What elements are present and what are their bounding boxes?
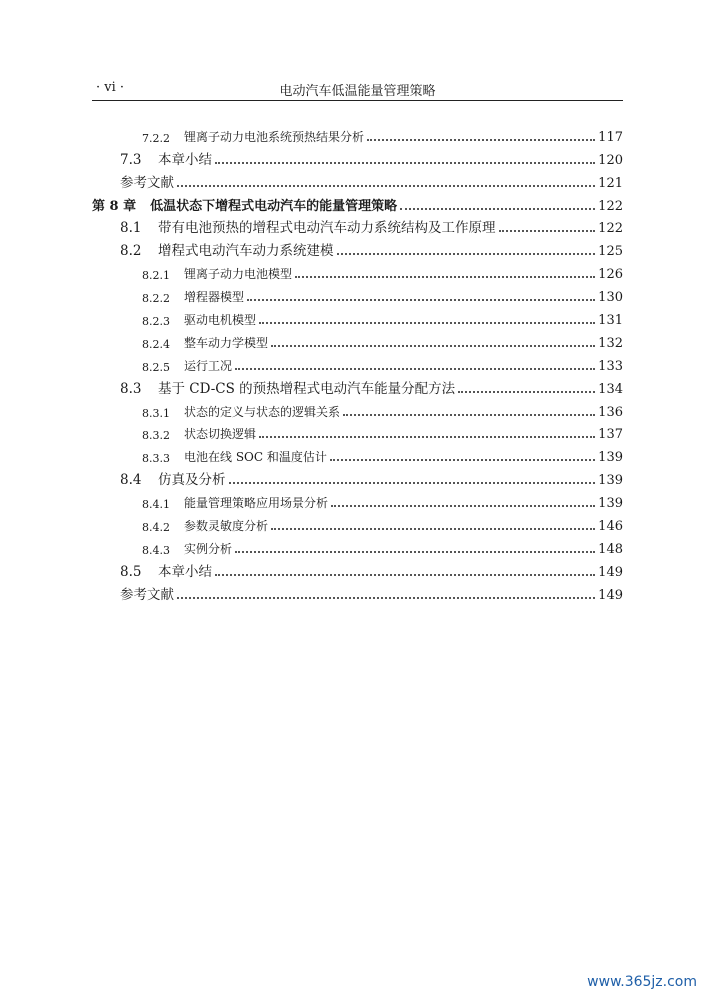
toc-entry[interactable] bbox=[92, 122, 623, 145]
toc-entry[interactable] bbox=[92, 191, 623, 214]
toc-entry-number: 第 8 章 bbox=[92, 198, 137, 214]
toc-entry-page: 132 bbox=[598, 335, 623, 351]
dot-leader bbox=[259, 426, 595, 438]
toc-entry-title: 参考文献 bbox=[120, 174, 174, 191]
toc-entry-number: 8.4.1 bbox=[142, 498, 170, 512]
toc-entry-page: 122 bbox=[598, 221, 623, 237]
toc-entry-title: 运行工况 bbox=[184, 358, 233, 373]
toc-entry-number: 8.2.1 bbox=[142, 269, 170, 283]
toc-entry[interactable] bbox=[92, 374, 623, 397]
page-number: · vi · bbox=[96, 80, 125, 95]
dot-leader bbox=[400, 198, 595, 210]
toc-entry-title: 状态的定义与状态的逻辑关系 bbox=[184, 404, 341, 419]
toc-entry[interactable] bbox=[92, 557, 623, 580]
toc-entry[interactable] bbox=[92, 442, 623, 465]
toc-entry-title: 本章小结 bbox=[158, 563, 212, 580]
toc-entry-title: 能量管理策略应用场景分析 bbox=[184, 496, 329, 511]
toc-entry-number: 8.2.4 bbox=[142, 337, 170, 351]
dot-leader bbox=[235, 358, 595, 370]
toc-entry[interactable] bbox=[92, 328, 623, 351]
toc-entry-title: 锂离子动力电池系统预热结果分析 bbox=[184, 129, 365, 144]
toc-entry-title: 驱动电机模型 bbox=[184, 313, 257, 328]
toc-entry[interactable] bbox=[92, 511, 623, 534]
toc-entry-title: 增程器模型 bbox=[184, 290, 245, 305]
toc-entry-page: 136 bbox=[598, 404, 623, 420]
toc-entry-page: 117 bbox=[598, 129, 623, 145]
toc-entry[interactable] bbox=[92, 488, 623, 511]
dot-leader bbox=[271, 335, 595, 347]
dot-leader bbox=[330, 449, 595, 461]
toc-entry-number: 8.2.3 bbox=[142, 315, 170, 329]
running-header bbox=[92, 78, 623, 101]
toc-entry-title: 整车动力学模型 bbox=[184, 335, 269, 350]
dot-leader bbox=[499, 220, 596, 232]
toc-entry-title: 增程式电动汽车动力系统建模 bbox=[158, 243, 334, 260]
toc-entry-page: 148 bbox=[598, 541, 623, 557]
dot-leader bbox=[177, 175, 595, 187]
dot-leader bbox=[259, 312, 595, 324]
toc-entry-page: 139 bbox=[598, 450, 623, 466]
dot-leader bbox=[271, 518, 595, 530]
toc-entry-title: 带有电池预热的增程式电动汽车动力系统结构及工作原理 bbox=[158, 220, 496, 237]
toc-entry-page: 125 bbox=[598, 244, 623, 260]
toc-entry-title: 电池在线 SOC 和温度估计 bbox=[184, 450, 327, 465]
toc-entry[interactable] bbox=[92, 214, 623, 237]
toc-entry[interactable] bbox=[92, 145, 623, 168]
toc-entry-page: 126 bbox=[598, 267, 623, 283]
toc-entry[interactable] bbox=[92, 168, 623, 191]
toc-entry-number: 8.3 bbox=[120, 380, 142, 397]
toc-entry-page: 139 bbox=[598, 496, 623, 512]
table-of-contents bbox=[92, 122, 623, 603]
toc-entry-number: 8.2.5 bbox=[142, 360, 170, 374]
toc-entry-title: 实例分析 bbox=[184, 541, 233, 556]
dot-leader bbox=[247, 289, 595, 301]
toc-entry-page: 133 bbox=[598, 358, 623, 374]
toc-entry-number: 8.3.2 bbox=[142, 429, 170, 443]
toc-entry-page: 134 bbox=[598, 381, 623, 397]
toc-entry[interactable] bbox=[92, 282, 623, 305]
toc-entry-page: 139 bbox=[598, 473, 623, 489]
dot-leader bbox=[337, 243, 596, 255]
site-watermark: www.365jz.com bbox=[587, 974, 697, 990]
dot-leader bbox=[215, 152, 595, 164]
dot-leader bbox=[458, 381, 595, 393]
toc-entry-number: 7.2.2 bbox=[142, 131, 170, 145]
toc-entry-title: 基于 CD-CS 的预热增程式电动汽车能量分配方法 bbox=[158, 380, 456, 397]
toc-entry[interactable] bbox=[92, 420, 623, 443]
toc-entry[interactable] bbox=[92, 397, 623, 420]
dot-leader bbox=[215, 564, 595, 576]
book-title: 电动汽车低温能量管理策略 bbox=[279, 84, 436, 99]
toc-entry[interactable] bbox=[92, 351, 623, 374]
toc-entry-number: 8.4.3 bbox=[142, 543, 170, 557]
dot-leader bbox=[331, 495, 595, 507]
toc-entry-page: 121 bbox=[598, 175, 623, 191]
dot-leader bbox=[229, 472, 596, 484]
toc-entry[interactable] bbox=[92, 534, 623, 557]
toc-entry-page: 137 bbox=[598, 427, 623, 443]
toc-entry[interactable] bbox=[92, 236, 623, 259]
toc-entry-page: 149 bbox=[598, 587, 623, 603]
dot-leader bbox=[295, 266, 595, 278]
toc-entry-number: 8.4.2 bbox=[142, 521, 170, 535]
toc-entry-title: 本章小结 bbox=[158, 151, 212, 168]
toc-entry-page: 131 bbox=[598, 313, 623, 329]
toc-entry-title: 状态切换逻辑 bbox=[184, 427, 257, 442]
toc-entry-page: 130 bbox=[598, 290, 623, 306]
toc-entry-number: 7.3 bbox=[120, 151, 142, 168]
toc-entry-page: 122 bbox=[598, 198, 623, 214]
toc-entry[interactable] bbox=[92, 580, 623, 603]
toc-entry-number: 8.2 bbox=[120, 243, 142, 260]
toc-entry-title: 锂离子动力电池模型 bbox=[184, 267, 293, 282]
toc-entry-title: 低温状态下增程式电动汽车的能量管理策略 bbox=[150, 198, 398, 214]
toc-entry-title: 参数灵敏度分析 bbox=[184, 519, 269, 534]
toc-entry[interactable] bbox=[92, 259, 623, 282]
toc-entry-page: 146 bbox=[598, 519, 623, 535]
toc-entry[interactable] bbox=[92, 465, 623, 488]
toc-entry-number: 8.3.3 bbox=[142, 452, 170, 466]
dot-leader bbox=[177, 587, 595, 599]
toc-entry-number: 8.5 bbox=[120, 563, 142, 580]
toc-entry-number: 8.3.1 bbox=[142, 406, 170, 420]
toc-entry-number: 8.4 bbox=[120, 472, 142, 489]
toc-entry-page: 149 bbox=[598, 564, 623, 580]
toc-entry-title: 仿真及分析 bbox=[158, 472, 226, 489]
toc-entry-number: 8.1 bbox=[120, 220, 142, 237]
dot-leader bbox=[367, 129, 595, 141]
dot-leader bbox=[235, 541, 595, 553]
toc-entry-number: 8.2.2 bbox=[142, 292, 170, 306]
dot-leader bbox=[343, 404, 595, 416]
toc-entry[interactable] bbox=[92, 305, 623, 328]
toc-entry-title: 参考文献 bbox=[120, 586, 174, 603]
toc-entry-page: 120 bbox=[598, 152, 623, 168]
